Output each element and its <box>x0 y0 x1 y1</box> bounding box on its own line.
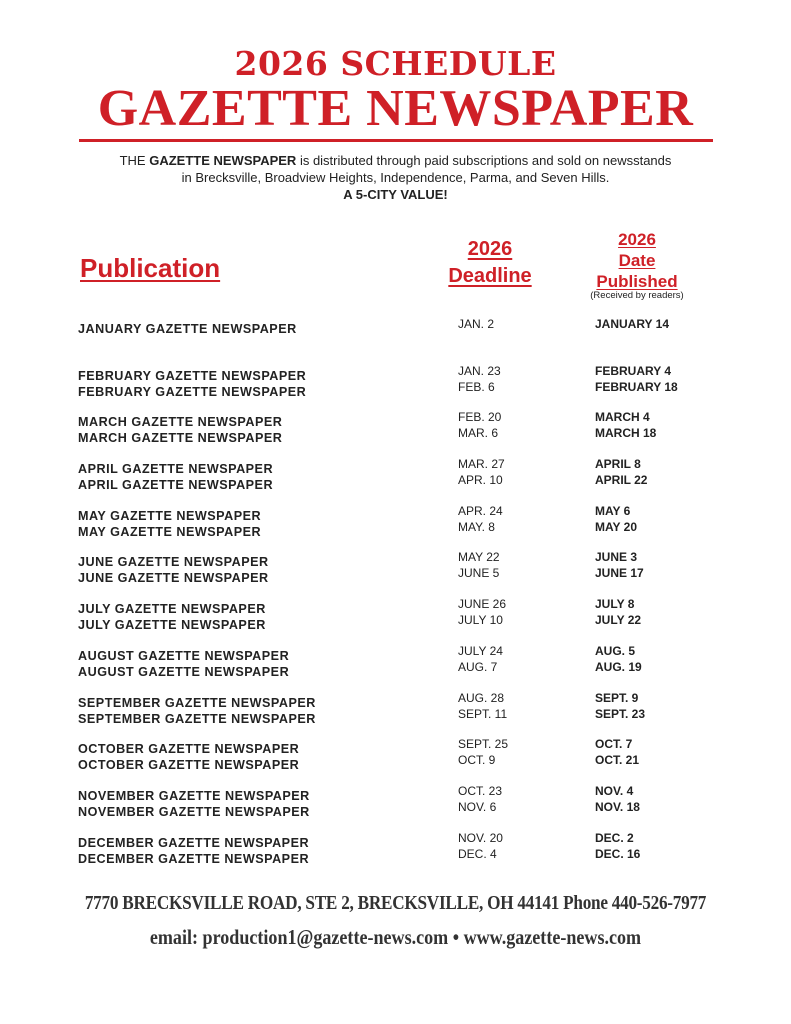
publication-cell-line: MAY GAZETTE NEWSPAPER <box>78 508 262 523</box>
published-date-cell-line: SEPT. 23 <box>595 706 646 721</box>
footer-address: 7770 BRECKSVILLE ROAD, STE 2, BRECKSVILLE, OH 44141 Phone 440-526-7977 <box>84 892 707 914</box>
schedule-row <box>0 643 791 690</box>
deadline-cell-line: FEB. 20 <box>458 410 502 425</box>
deadline-cell-line: MAR. 27 <box>458 457 505 472</box>
publication-cell-line: FEBRUARY GAZETTE NEWSPAPER <box>78 384 307 399</box>
schedule-row <box>0 736 791 783</box>
published-date-cell-line: DEC. 16 <box>595 846 641 861</box>
publication-cell <box>78 414 282 446</box>
published-date-cell-line: MAY 20 <box>595 519 638 534</box>
deadline-cell-line: SEPT. 11 <box>458 706 508 721</box>
publication-cell <box>78 601 266 633</box>
publication-cell-line: AUGUST GAZETTE NEWSPAPER <box>78 648 290 663</box>
publication-cell <box>78 368 306 400</box>
schedule-row <box>0 690 791 737</box>
deadline-column-header <box>430 236 550 290</box>
publication-cell-line: MARCH GAZETTE NEWSPAPER <box>78 431 283 446</box>
published-date-cell-line: JUNE 3 <box>595 550 638 565</box>
schedule-row <box>0 503 791 550</box>
newspaper-title: GAZETTE NEWSPAPER <box>97 80 694 137</box>
published-date-cell <box>595 643 642 675</box>
intro-prefix: THE <box>119 153 150 168</box>
intro-line-2: in Brecksville, Broadview Heights, Independence, Parma, and Seven Hills. <box>181 170 610 185</box>
deadline-cell-line: SEPT. 25 <box>458 737 509 752</box>
deadline-cell <box>458 316 494 332</box>
deadline-cell-line: AUG. 28 <box>458 690 505 705</box>
published-date-cell <box>595 736 639 768</box>
published-date-cell-line: JANUARY 14 <box>595 317 670 331</box>
intro-line-1-rest: is distributed through paid subscriptions and sold on newsstands <box>296 153 672 168</box>
publication-cell-line: DECEMBER GAZETTE NEWSPAPER <box>78 835 310 850</box>
deadline-cell-line: DEC. 4 <box>458 846 497 861</box>
published-date-cell-line: JULY 22 <box>595 613 642 628</box>
deadline-cell <box>458 456 505 488</box>
publication-cell-line: JUNE GAZETTE NEWSPAPER <box>78 555 269 570</box>
publication-cell-line: OCTOBER GAZETTE NEWSPAPER <box>78 758 300 773</box>
deadline-cell-line: NOV. 6 <box>458 799 497 814</box>
published-date-cell <box>595 363 678 395</box>
schedule-row <box>0 363 791 410</box>
published-date-cell-line: MAY 6 <box>595 503 631 518</box>
published-date-cell <box>595 409 656 441</box>
published-date-cell <box>595 690 645 722</box>
published-date-cell <box>595 596 641 628</box>
schedule-row <box>0 549 791 596</box>
published-date-cell-line: MARCH 4 <box>595 410 650 425</box>
deadline-cell-line: MAY. 8 <box>458 519 495 534</box>
published-date-cell-line: FEBRUARY 4 <box>595 363 672 378</box>
deadline-cell <box>458 596 506 628</box>
published-date-cell <box>595 830 640 862</box>
publication-cell-line: OCTOBER GAZETTE NEWSPAPER <box>78 742 300 757</box>
published-date-cell-line: OCT. 7 <box>595 737 633 752</box>
published-date-cell-line: APRIL 22 <box>595 473 648 488</box>
publication-cell <box>78 321 297 337</box>
publication-cell <box>78 835 309 867</box>
publication-cell-line: DECEMBER GAZETTE NEWSPAPER <box>78 851 310 866</box>
published-header-date: Date <box>618 251 656 270</box>
deadline-cell-line: JUNE 26 <box>458 597 507 612</box>
publication-cell-line: NOVEMBER GAZETTE NEWSPAPER <box>78 788 310 803</box>
publication-cell-line: JULY GAZETTE NEWSPAPER <box>78 602 266 617</box>
deadline-cell <box>458 783 502 815</box>
publication-column-header: Publication <box>80 253 221 283</box>
publication-cell-line: APRIL GAZETTE NEWSPAPER <box>78 462 274 477</box>
publication-cell-line: JANUARY GAZETTE NEWSPAPER <box>78 322 297 336</box>
publication-cell-line: SEPTEMBER GAZETTE NEWSPAPER <box>78 711 316 726</box>
deadline-cell <box>458 363 501 395</box>
published-date-cell <box>595 549 644 581</box>
publication-cell-line: MARCH GAZETTE NEWSPAPER <box>78 415 283 430</box>
published-date-cell-line: FEBRUARY 18 <box>595 379 678 394</box>
publication-cell <box>78 648 289 680</box>
published-header-label: Published <box>596 272 678 291</box>
publication-cell <box>78 508 261 540</box>
publication-cell-line: JUNE GAZETTE NEWSPAPER <box>78 571 269 586</box>
deadline-cell-line: OCT. 9 <box>458 753 496 768</box>
deadline-cell-line: APR. 24 <box>458 503 503 518</box>
deadline-cell-line: JUNE 5 <box>458 566 500 581</box>
deadline-cell <box>458 409 501 441</box>
publication-cell-line: MAY GAZETTE NEWSPAPER <box>78 524 262 539</box>
deadline-cell <box>458 503 503 535</box>
deadline-cell-line: MAY 22 <box>458 550 500 565</box>
deadline-cell-line: JAN. 23 <box>458 363 501 378</box>
schedule-row <box>0 783 791 830</box>
publication-cell-line: AUGUST GAZETTE NEWSPAPER <box>78 664 290 679</box>
published-header-year: 2026 <box>618 230 656 249</box>
published-date-cell-line: DEC. 2 <box>595 830 634 845</box>
published-header-note: (Received by readers) <box>590 290 684 301</box>
deadline-header-label: Deadline <box>448 265 532 287</box>
intro-tagline: A 5-CITY VALUE! <box>343 187 448 202</box>
schedule-row <box>0 456 791 503</box>
deadline-cell-line: NOV. 20 <box>458 830 503 845</box>
published-date-cell-line: APRIL 8 <box>595 457 641 472</box>
schedule-row <box>0 596 791 643</box>
publication-cell-line: JULY GAZETTE NEWSPAPER <box>78 618 266 633</box>
intro-paragraph <box>60 152 731 203</box>
deadline-cell <box>458 549 500 581</box>
deadline-cell-line: JULY 10 <box>458 613 503 628</box>
published-date-cell <box>595 503 637 535</box>
published-date-cell-line: AUG. 19 <box>595 659 642 674</box>
deadline-cell <box>458 736 508 768</box>
deadline-cell-line: APR. 10 <box>458 473 503 488</box>
deadline-cell <box>458 690 507 722</box>
published-date-cell <box>595 456 647 488</box>
publication-cell <box>78 695 316 727</box>
deadline-cell-line: JULY 24 <box>458 643 503 658</box>
deadline-header-year: 2026 <box>467 238 513 260</box>
publication-cell-line: APRIL GAZETTE NEWSPAPER <box>78 478 274 493</box>
published-date-cell-line: AUG. 5 <box>595 643 636 658</box>
publication-cell <box>78 554 269 586</box>
deadline-cell-line: OCT. 23 <box>458 783 503 798</box>
publication-cell-line: FEBRUARY GAZETTE NEWSPAPER <box>78 368 307 383</box>
published-date-cell-line: NOV. 4 <box>595 783 634 798</box>
publication-cell-line: SEPTEMBER GAZETTE NEWSPAPER <box>78 695 316 710</box>
schedule-row <box>0 830 791 877</box>
published-date-cell-line: JULY 8 <box>595 597 635 612</box>
published-date-cell-line: OCT. 21 <box>595 753 640 768</box>
published-date-cell-line: NOV. 18 <box>595 799 640 814</box>
schedule-row <box>0 409 791 456</box>
deadline-cell-line: FEB. 6 <box>458 379 495 394</box>
published-date-cell-line: SEPT. 9 <box>595 690 639 705</box>
intro-line-1 <box>60 152 731 169</box>
title-divider <box>79 139 713 142</box>
deadline-cell-line: AUG. 7 <box>458 659 498 674</box>
schedule-row <box>0 316 791 363</box>
intro-brand: GAZETTE NEWSPAPER <box>149 153 297 168</box>
publication-cell <box>78 788 310 820</box>
published-column-header <box>577 229 697 292</box>
deadline-cell <box>458 830 503 862</box>
published-date-cell-line: MARCH 18 <box>595 426 657 441</box>
deadline-cell-line: JAN. 2 <box>458 317 495 331</box>
schedule-table <box>0 316 791 876</box>
deadline-cell-line: MAR. 6 <box>458 426 499 441</box>
publication-cell-line: NOVEMBER GAZETTE NEWSPAPER <box>78 804 310 819</box>
published-date-cell <box>595 783 640 815</box>
footer-contact: email: production1@gazette-news.com • www.gazette-news.com <box>149 925 642 949</box>
deadline-cell <box>458 643 503 675</box>
published-date-cell <box>595 316 669 332</box>
publication-cell <box>78 741 299 773</box>
published-date-cell-line: JUNE 17 <box>595 566 644 581</box>
schedule-year-title: 2026 SCHEDULE <box>234 44 557 83</box>
publication-cell <box>78 461 273 493</box>
